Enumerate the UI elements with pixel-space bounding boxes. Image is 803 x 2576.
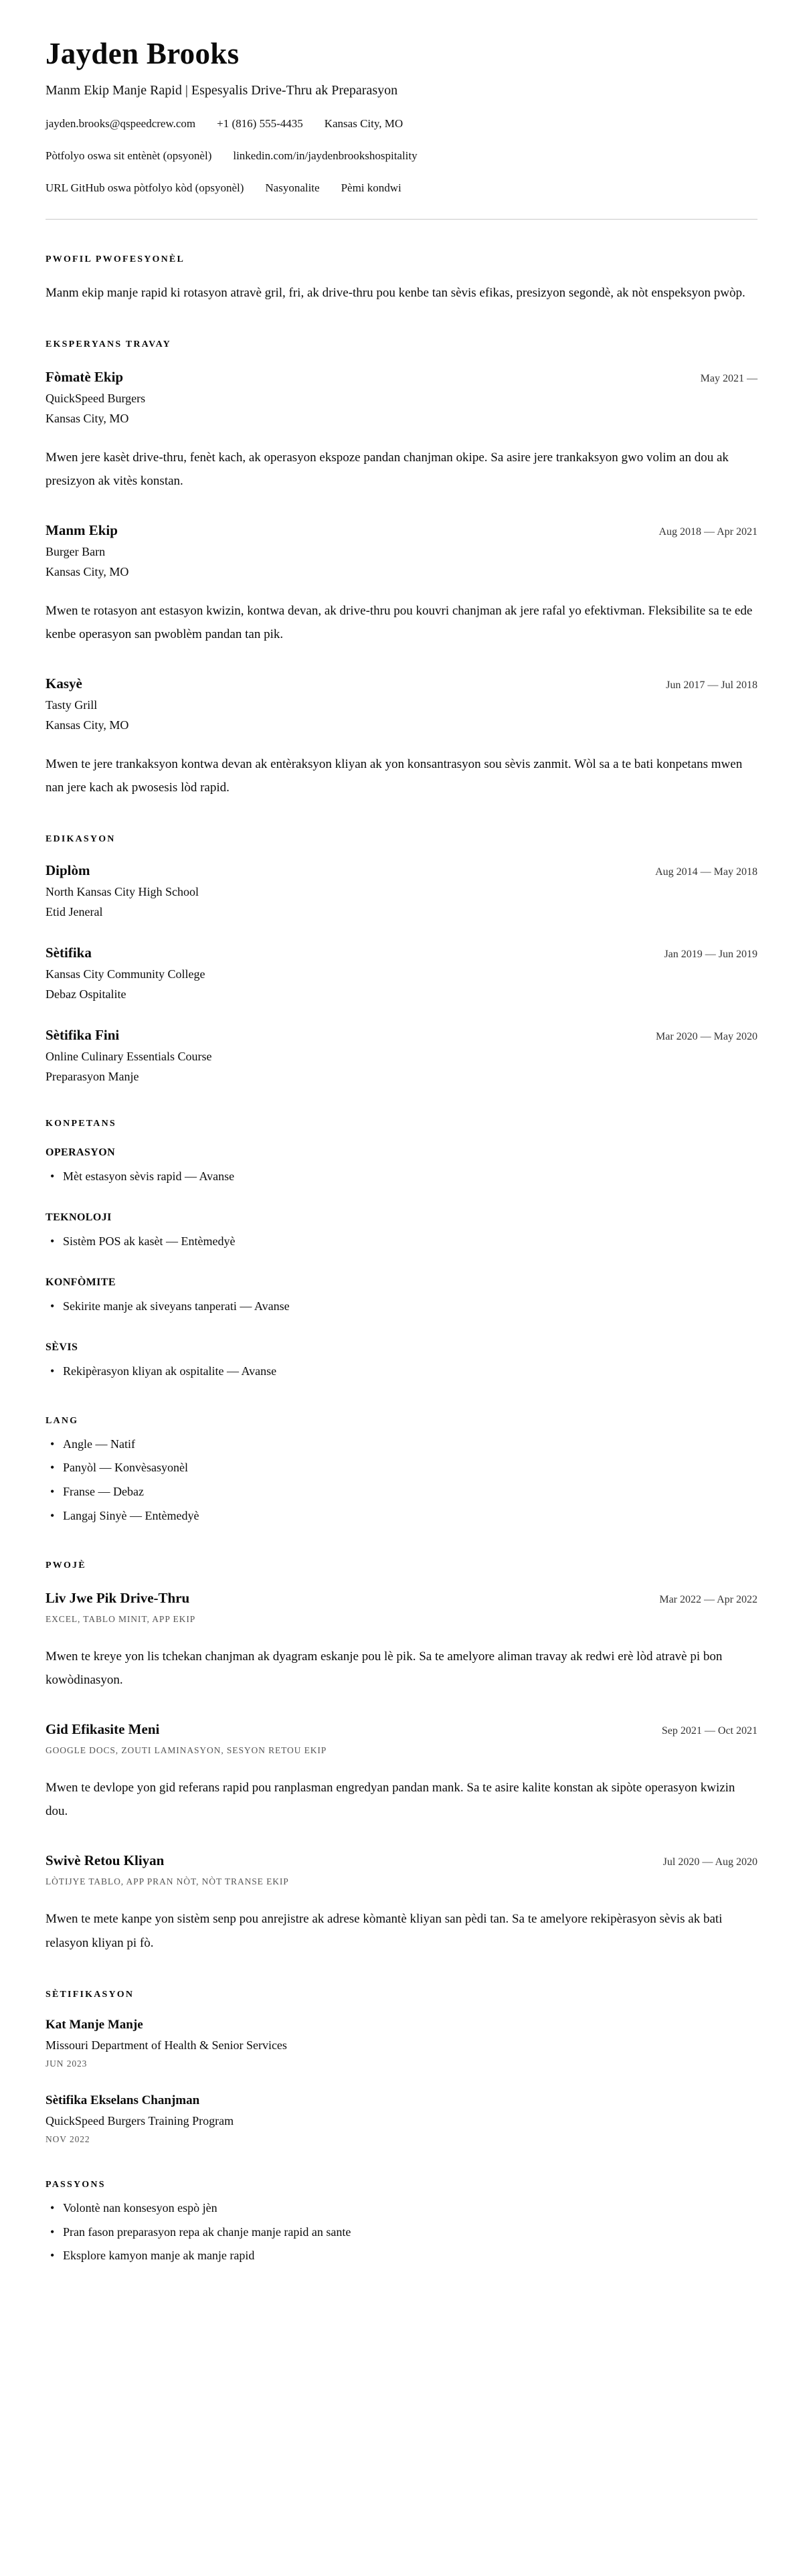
job-company: Burger Barn bbox=[46, 544, 106, 558]
education-entry-head bbox=[46, 1027, 757, 1044]
project-entry bbox=[46, 1721, 757, 1823]
school-name: Online Culinary Essentials Course bbox=[46, 1050, 212, 1064]
skill-list bbox=[46, 1232, 757, 1251]
skill-group-name: SÈVIS bbox=[46, 1341, 78, 1353]
section-certifications bbox=[46, 1990, 757, 2145]
experience-heading: EKSPERYANS TRAVAY bbox=[46, 339, 171, 349]
contact-driving-license: Pèmi kondwi bbox=[341, 181, 402, 194]
certification-title: Kat Manje Manje bbox=[46, 2017, 143, 2032]
school-name: North Kansas City High School bbox=[46, 885, 199, 899]
skills-heading: KONPETANS bbox=[46, 1119, 116, 1129]
project-entry-head bbox=[46, 1852, 757, 1869]
job-title: Kasyè bbox=[46, 675, 82, 692]
job-description: Mwen jere kasèt drive-thru, fenèt kach, ak operasyon ekspoze pandan chanjman okipe. Sa asire jere trankaksyon gwo volim an dou ak presizyon ak vitès konstan. bbox=[46, 450, 729, 488]
education-date-range: Aug 2014 — May 2018 bbox=[655, 866, 757, 878]
job-date-range: May 2021 — bbox=[700, 372, 757, 384]
contact-nationality: Nasyonalite bbox=[265, 181, 320, 194]
section-projects bbox=[46, 1560, 757, 1955]
experience-entry-head bbox=[46, 675, 757, 692]
project-tools: GOOGLE DOCS, ZOUTI LAMINASYON, SESYON RETOU EKIP bbox=[46, 1745, 327, 1756]
profile-text: Manm ekip manje rapid ki rotasyon atravè gril, fri, ak drive-thru pou kenbe tan sèvis efikas, presizyon segondè, ak nòt enspeksyon pwòp. bbox=[46, 285, 745, 300]
skill-list bbox=[46, 1167, 757, 1186]
candidate-name: Jayden Brooks bbox=[46, 37, 240, 70]
section-profile bbox=[46, 254, 757, 305]
project-entry-head bbox=[46, 1721, 757, 1738]
project-description: Mwen te mete kanpe yon sistèm senp pou anrejistre ak adrese kòmantè kliyan san pèdi tan. Sa te amelyore rekipèrasyon sèvis ak bati relasyon kliyan pi fò. bbox=[46, 1912, 723, 1950]
education-date-range: Mar 2020 — May 2020 bbox=[656, 1031, 757, 1043]
skill-item: • Sistèm POS ak kasèt — Entèmedyè bbox=[46, 1232, 757, 1251]
skill-item: • Rekipèrasyon kliyan ak ospitalite — Avanse bbox=[46, 1362, 757, 1381]
certifications-heading: SÈTIFIKASYON bbox=[46, 1989, 135, 2000]
project-title: Liv Jwe Pik Drive-Thru bbox=[46, 1589, 190, 1606]
contact-row-1 bbox=[46, 117, 757, 131]
contact-phone: +1 (816) 555-4435 bbox=[217, 116, 303, 130]
job-location: Kansas City, MO bbox=[46, 411, 129, 425]
skill-list bbox=[46, 1297, 757, 1316]
skill-item: • Mèt estasyon sèvis rapid — Avanse bbox=[46, 1167, 757, 1186]
project-date-range: Mar 2022 — Apr 2022 bbox=[659, 1593, 757, 1605]
contact-row-2 bbox=[46, 149, 757, 163]
degree-title: Diplòm bbox=[46, 862, 90, 879]
job-date-range: Jun 2017 — Jul 2018 bbox=[666, 679, 757, 692]
resume-header bbox=[46, 37, 757, 195]
passion-item: • Pran fason preparasyon repa ak chanje manje rapid an sante bbox=[46, 2223, 757, 2242]
job-company: QuickSpeed Burgers bbox=[46, 391, 146, 405]
project-description: Mwen te kreye yon lis tchekan chanjman ak dyagram eskanje pou lè pik. Sa te amelyore aliman travay ak redwi erè lòd atravè pi bon kowòdinasyon. bbox=[46, 1649, 723, 1687]
profile-heading: PWOFIL PWOFESYONÈL bbox=[46, 254, 185, 264]
job-title: Fòmatè Ekip bbox=[46, 368, 124, 385]
contact-linkedin[interactable]: linkedin.com/in/jaydenbrookshospitality bbox=[233, 149, 418, 162]
certification-issuer: QuickSpeed Burgers Training Program bbox=[46, 2113, 234, 2127]
certification-date: JUN 2023 bbox=[46, 2058, 88, 2069]
certification-date: NOV 2022 bbox=[46, 2134, 90, 2144]
job-company: Tasty Grill bbox=[46, 698, 98, 712]
certification-entry bbox=[46, 2018, 757, 2069]
project-entry-head bbox=[46, 1590, 757, 1607]
skill-group bbox=[46, 1212, 757, 1251]
section-languages bbox=[46, 1416, 757, 1526]
header-divider bbox=[46, 219, 757, 220]
contact-email[interactable]: jayden.brooks@qspeedcrew.com bbox=[46, 116, 196, 130]
education-entry-head bbox=[46, 945, 757, 961]
project-title: Gid Efikasite Meni bbox=[46, 1721, 160, 1738]
education-entry-head bbox=[46, 862, 757, 879]
job-title: Manm Ekip bbox=[46, 521, 118, 538]
field-of-study: Debaz Ospitalite bbox=[46, 987, 126, 1001]
certification-entry bbox=[46, 2093, 757, 2145]
project-description: Mwen te devlope yon gid referans rapid pou ranplasman engredyan pandan mank. Sa te asire kalite konstan ak sipòte operasyon kwizin dou. bbox=[46, 1781, 735, 1819]
skill-group-name: OPERASYON bbox=[46, 1147, 116, 1159]
passion-list bbox=[46, 2198, 757, 2265]
job-location: Kansas City, MO bbox=[46, 718, 129, 732]
language-item: • Angle — Natif bbox=[46, 1435, 757, 1454]
language-item: • Panyòl — Konvèsasyonèl bbox=[46, 1458, 757, 1477]
contact-location: Kansas City, MO bbox=[324, 116, 404, 130]
passion-item: • Eksplore kamyon manje ak manje rapid bbox=[46, 2246, 757, 2265]
job-date-range: Aug 2018 — Apr 2021 bbox=[658, 526, 757, 538]
education-date-range: Jan 2019 — Jun 2019 bbox=[664, 949, 757, 961]
project-entry bbox=[46, 1852, 757, 1954]
project-entry bbox=[46, 1590, 757, 1692]
skill-group bbox=[46, 1277, 757, 1316]
project-tools: LÒTIJYE TABLO, APP PRAN NÒT, NÒT TRANSE EKIP bbox=[46, 1876, 289, 1887]
project-date-range: Jul 2020 — Aug 2020 bbox=[662, 1856, 757, 1868]
contact-row-3 bbox=[46, 181, 757, 195]
contact-portfolio: Pòtfolyo oswa sit entènèt (opsyonèl) bbox=[46, 149, 212, 162]
experience-entry bbox=[46, 522, 757, 646]
contact-github: URL GitHub oswa pòtfolyo kòd (opsyonèl) bbox=[46, 181, 244, 194]
education-entry bbox=[46, 862, 757, 919]
language-item: • Langaj Sinyè — Entèmedyè bbox=[46, 1506, 757, 1526]
skill-group bbox=[46, 1147, 757, 1186]
job-description: Mwen te jere trankaksyon kontwa devan ak entèraksyon kliyan ak yon konsantrasyon sou sèvis zanmit. Wòl sa a te bati konpetans mwen nan jere kach ak pwosesis lòd rapid. bbox=[46, 757, 743, 795]
language-list bbox=[46, 1435, 757, 1526]
education-entry bbox=[46, 945, 757, 1001]
education-entry bbox=[46, 1027, 757, 1084]
candidate-tagline: Manm Ekip Manje Rapid | Espesyalis Drive-Thru ak Preparasyon bbox=[46, 82, 398, 98]
projects-heading: PWOJÈ bbox=[46, 1560, 86, 1571]
project-title: Swivè Retou Kliyan bbox=[46, 1852, 165, 1869]
job-location: Kansas City, MO bbox=[46, 564, 129, 578]
project-tools: EXCEL, TABLO MINIT, APP EKIP bbox=[46, 1613, 196, 1624]
job-description: Mwen te rotasyon ant estasyon kwizin, kontwa devan, ak drive-thru pou kouvri chanjman ak jere rafal yo efektivman. Fleksibilite sa te ede kenbe operasyon san pwoblèm pandan tan pik. bbox=[46, 603, 753, 642]
skill-item: • Sekirite manje ak siveyans tanperati — Avanse bbox=[46, 1297, 757, 1316]
certification-title: Sètifika Ekselans Chanjman bbox=[46, 2093, 200, 2107]
language-item: • Franse — Debaz bbox=[46, 1482, 757, 1502]
field-of-study: Preparasyon Manje bbox=[46, 1070, 139, 1084]
school-name: Kansas City Community College bbox=[46, 967, 205, 981]
education-heading: EDIKASYON bbox=[46, 834, 116, 845]
experience-entry bbox=[46, 675, 757, 799]
degree-title: Sètifika bbox=[46, 945, 92, 961]
skill-group-name: KONFÒMITE bbox=[46, 1277, 116, 1289]
experience-entry bbox=[46, 369, 757, 493]
experience-entry-head bbox=[46, 369, 757, 386]
section-skills bbox=[46, 1119, 757, 1380]
experience-entry-head bbox=[46, 522, 757, 539]
skill-group-name: TEKNOLOJI bbox=[46, 1212, 112, 1224]
section-experience bbox=[46, 339, 757, 800]
project-date-range: Sep 2021 — Oct 2021 bbox=[661, 1725, 757, 1737]
certification-issuer: Missouri Department of Health & Senior Services bbox=[46, 2038, 287, 2052]
section-education bbox=[46, 834, 757, 1084]
passions-heading: PASSYONS bbox=[46, 2179, 106, 2190]
languages-heading: LANG bbox=[46, 1415, 79, 1426]
skill-group bbox=[46, 1342, 757, 1381]
section-passions bbox=[46, 2180, 757, 2265]
degree-title: Sètifika Fini bbox=[46, 1027, 120, 1044]
passion-item: • Volontè nan konsesyon espò jèn bbox=[46, 2198, 757, 2218]
skill-list bbox=[46, 1362, 757, 1381]
field-of-study: Etid Jeneral bbox=[46, 905, 103, 919]
